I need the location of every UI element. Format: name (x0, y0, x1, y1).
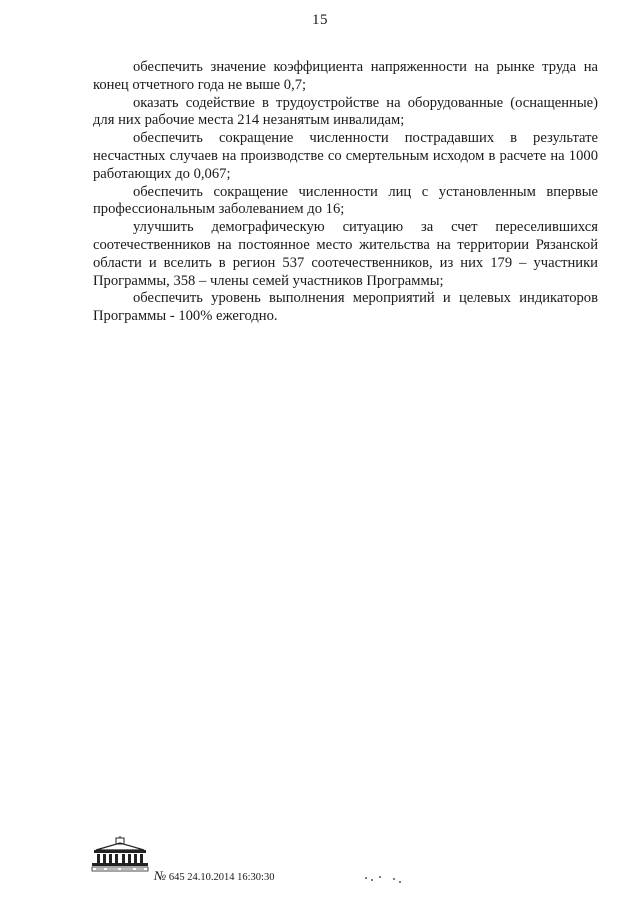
paragraph-demographic-situation: улучшить демографическую ситуацию за счет переселившихся соотечественников на постоянное место жительства на территории Рязанской области и вселить в регион 537 соотечественников, из них 179 – участники Программы, 358 – члены семей участников Программы; (93, 219, 598, 289)
document-body (93, 59, 598, 326)
page-number: 15 (312, 12, 328, 28)
paragraph-program-fulfillment: обеспечить уровень выполнения мероприятий и целевых индикаторов Программы - 100% ежегодно. (93, 290, 598, 325)
document-footer (90, 836, 350, 886)
scan-artifacts (365, 873, 415, 887)
document-datetime: 24.10.2014 16:30:30 (187, 872, 275, 883)
scan-speck (393, 878, 395, 880)
number-sign: № (154, 868, 167, 883)
scan-speck (371, 879, 373, 881)
building-logo-icon (90, 836, 150, 872)
scan-speck (365, 877, 367, 879)
document-registration-stamp (154, 868, 274, 884)
paragraph-workplace-fatalities: обеспечить сокращение численности пострадавших в результате несчастных случаев на производстве со смертельным исходом в расчете на 1000 работающих до 0,067; (93, 130, 598, 182)
paragraph-occupational-disease: обеспечить сокращение численности лиц с установленным впервые профессиональным заболеванием до 16; (93, 183, 598, 218)
scan-speck (379, 876, 381, 878)
scan-speck (399, 881, 401, 883)
document-number: 645 (168, 872, 185, 883)
paragraph-disabled-employment: оказать содействие в трудоустройстве на оборудованные (оснащенные) для них рабочие места 214 незанятым инвалидам; (93, 94, 598, 129)
paragraph-labor-tension: обеспечить значение коэффициента напряженности на рынке труда на конец отчетного года не выше 0,7; (93, 59, 598, 93)
